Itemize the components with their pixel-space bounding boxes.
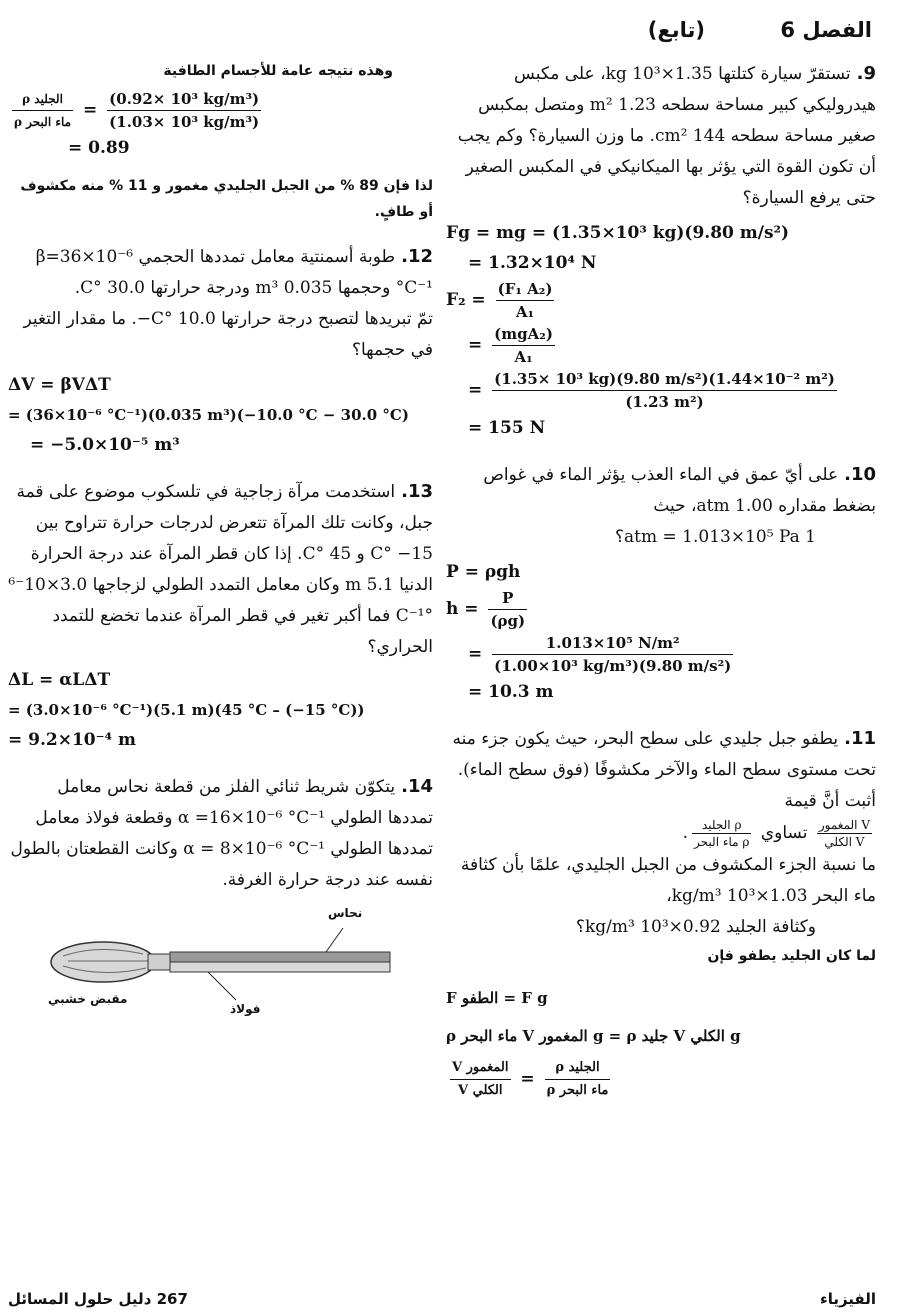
- copper-strip-shape: [170, 952, 390, 962]
- question-text: يتكوّن شريط ثنائي الفلز من قطعة نحاس معامل تمددها الطولي α =16×10⁻⁶ °C⁻¹ وقطعة فولاذ معامل تمددها الطولي α = 8×10⁻⁶ °C⁻¹ وكانت القطعتان بالطول نفسه عند درجة حرارة الغرفة.: [10, 777, 433, 890]
- equation: $\frac{\text{V المغمور}}{\text{V الكلي}}$ = $\frac{\text{ρ الجليد}}{\text{ρ ماء البحر}}$: [446, 1057, 876, 1102]
- question-text: تمّ تبريدها لتصبح درجة حرارتها 10.0 °C−. ما مقدار التغير في حجمها؟: [23, 309, 433, 360]
- fraction: $\frac{\text{V المغمور}}{\text{V الكلي}}$: [818, 818, 870, 849]
- question-text: $\frac{\text{V المغمور}}{\text{V الكلي}}$ تساوي $\frac{\text{ρ الجليد}}{\text{ρ ماء البحر}}$ .: [682, 818, 870, 849]
- equation: = 9.2×10⁻⁴ m: [8, 730, 136, 750]
- page-footer: [0, 1290, 900, 1314]
- bimetallic-strip-figure: [8, 904, 433, 1024]
- equation: = (36×10⁻⁶ °C⁻¹)(0.035 m³)(−10.0 °C − 30.0 °C): [8, 406, 409, 424]
- copper-label: نحاس: [328, 906, 363, 920]
- fraction: $\frac{\text{V المغمور}}{\text{V الكلي}}$: [450, 1057, 511, 1102]
- equation: = 10.3 m: [468, 682, 554, 702]
- fraction: $\frac{\text{ρ الجليد}}{\text{ρ ماء البحر}}$: [694, 818, 750, 849]
- question-9: [446, 58, 876, 214]
- solution-12: [8, 370, 433, 460]
- question-text: استخدمت مرآة زجاجية في تلسكوب موضوع على قمة جبل، وكانت تلك المرآة تتعرض لدرجات حرارة تتراوح بين 15− °C و 45 °C. إذا كان قطر المرآة عند درجة الحرارة الدنيا 5.1 m وكان معامل التمدد الطولي لزجاجها 3.0×10⁻⁶ °C⁻¹ فما أكبر تغير في قطر المرآة عندما تخضع للتمدد الحراري؟: [8, 482, 433, 657]
- steel-label: فولاذ: [230, 1002, 261, 1016]
- fraction: $\frac{P}{(\rho g)}$: [490, 589, 526, 630]
- question-11: [446, 723, 876, 969]
- equation: ΔV = βVΔT: [8, 375, 111, 395]
- question-14: [8, 771, 433, 896]
- subject-label: الفيزياء: [820, 1290, 876, 1308]
- equation: F الطفو = F g: [446, 989, 548, 1007]
- question-text: يطفو جبل جليدي على سطح البحر، حيث يكون جزء منه تحت مستوى سطح الماء والآخر مكشوفًا (فوق سطح الماء). أثبت أنَّ قيمة: [452, 729, 876, 811]
- fraction: $\frac{\text{(1.35× 10³ kg)(9.80 m/s²)(1.44×10⁻² m²)}}{\text{(1.23 m²)}}$: [494, 370, 835, 411]
- question-text: على أيّ عمق في الماء العذب يؤثر الماء في غواص بضغط مقداره 1.00 atm، حيث: [483, 465, 876, 516]
- handle-label: مقبض خشبي: [48, 992, 128, 1006]
- equation: = $\frac{\text{(1.35× 10³ kg)(9.80 m/s²)(1.44×10⁻² m²)}}{\text{(1.23 m²)}}$: [468, 370, 835, 411]
- page-header: [0, 14, 900, 50]
- question-text: وكثافة الجليد 0.92×10³ kg/m³؟: [575, 917, 816, 937]
- solution-note: لما كان الجليد يطفو فإن: [707, 948, 876, 964]
- fraction: $\frac{\text{ρ الجليد}}{\text{ρ ماء البحر}}$: [12, 88, 73, 133]
- question-number: 14.: [401, 776, 433, 797]
- equation: ΔL = αLΔT: [8, 670, 111, 690]
- equation: $\frac{\text{ρ الجليد}}{\text{ρ ماء البحر}}$ = $\frac{\text{(0.92× 10³ kg/m³)}}{\text{(1.03× 10³ kg/m³)}}$: [14, 90, 260, 131]
- equation: = −5.0×10⁻⁵ m³: [30, 435, 180, 455]
- question-number: 13.: [401, 481, 433, 502]
- equation: = 1.32×10⁴ N: [468, 253, 597, 273]
- question-text: 1 atm = 1.013×10⁵ Pa؟: [615, 527, 816, 547]
- equation: = 0.89: [68, 138, 130, 158]
- equation: ρ ماء البحر V المغمور g = ρ جليد V الكلي g: [446, 1027, 741, 1045]
- question-number: 10.: [844, 464, 876, 485]
- fraction: $\frac{\text{(0.92× 10³ kg/m³)}}{\text{(1.03× 10³ kg/m³)}}$: [109, 90, 260, 131]
- solution-10: [446, 557, 876, 707]
- solution-9: [446, 218, 876, 443]
- question-13: [8, 476, 433, 663]
- question-number: 11.: [844, 728, 876, 749]
- question-text: طوبة أسمنتية معامل تمددها الحجمي β=36×10⁻⁶ °C⁻¹ وحجمها 0.035 m³ ودرجة حرارتها 30.0 °C.: [35, 247, 433, 298]
- equation: = 155 N: [468, 418, 546, 438]
- question-12: [8, 241, 433, 366]
- solution-11: [446, 983, 876, 1102]
- question-text: ما نسبة الجزء المكشوف من الجبل الجليدي، علمًا بأن كثافة ماء البحر 1.03×10³ kg/m³،: [460, 855, 876, 906]
- equation: = $\frac{\text{1.013×10⁵ N/m²}}{\text{(1.00×10³ kg/m³)(9.80 m/s²)}}$: [468, 634, 732, 675]
- equation: = (3.0×10⁻⁶ °C⁻¹)(5.1 m)(45 °C – (−15 °C)): [8, 701, 365, 719]
- fraction: $\frac{\text{1.013×10⁵ N/m²}}{\text{(1.00×10³ kg/m³)(9.80 m/s²)}}$: [494, 634, 732, 675]
- equation: = $\frac{\text{(mgA₂)}}{\text{A₁}}$: [468, 325, 553, 366]
- right-column: [446, 58, 876, 1278]
- fraction: $\frac{\text{(F₁ A₂)}}{\text{A₁}}$: [497, 280, 553, 321]
- page-number: 267 دليل حلول المسائل: [8, 1290, 188, 1308]
- equation: P = ρgh: [446, 562, 521, 582]
- equation: h = $\frac{P}{(\rho g)}$: [446, 589, 526, 630]
- equation: Fg = mg = (1.35×10³ kg)(9.80 m/s²): [446, 223, 790, 243]
- question-number: 12.: [401, 246, 433, 267]
- fraction: $\frac{\text{ρ الجليد}}{\text{ρ ماء البحر}}$: [545, 1057, 611, 1102]
- continued-label: (تابع): [647, 18, 705, 42]
- question-10: [446, 459, 876, 553]
- chapter-title: الفصل 6: [780, 18, 872, 42]
- left-column: [8, 58, 433, 1278]
- wooden-handle-shape: [51, 942, 155, 982]
- section-note: وهذه نتيجه عامة للأجسام الطافية: [163, 63, 393, 79]
- fraction: $\frac{\text{(mgA₂)}}{\text{A₁}}$: [494, 325, 553, 366]
- solution-13: [8, 665, 433, 755]
- conclusion-text: لذا فإن 89 % من الجبل الجليدي مغمور و 11 % منه مكشوف أو طافٍ.: [20, 178, 433, 220]
- question-text: تستقرّ سيارة كتلتها 1.35×10³ kg، على مكبس هيدروليكي كبير مساحة سطحه 1.23 m² ومتصل بمكبس صغير مساحة سطحه 144 cm². ما وزن السيارة؟ وكم يجب أن تكون القوة التي يؤثر بها الميكانيكي في المكبس الصغير حتى يرفع السيارة؟: [457, 64, 876, 208]
- bimetallic-strip-drawing: [8, 904, 433, 1024]
- question-number: 9.: [856, 63, 876, 84]
- steel-strip-shape: [170, 962, 390, 972]
- equation: F₂ = $\frac{\text{(F₁ A₂)}}{\text{A₁}}$: [446, 280, 553, 321]
- ratio-solution: [8, 88, 433, 163]
